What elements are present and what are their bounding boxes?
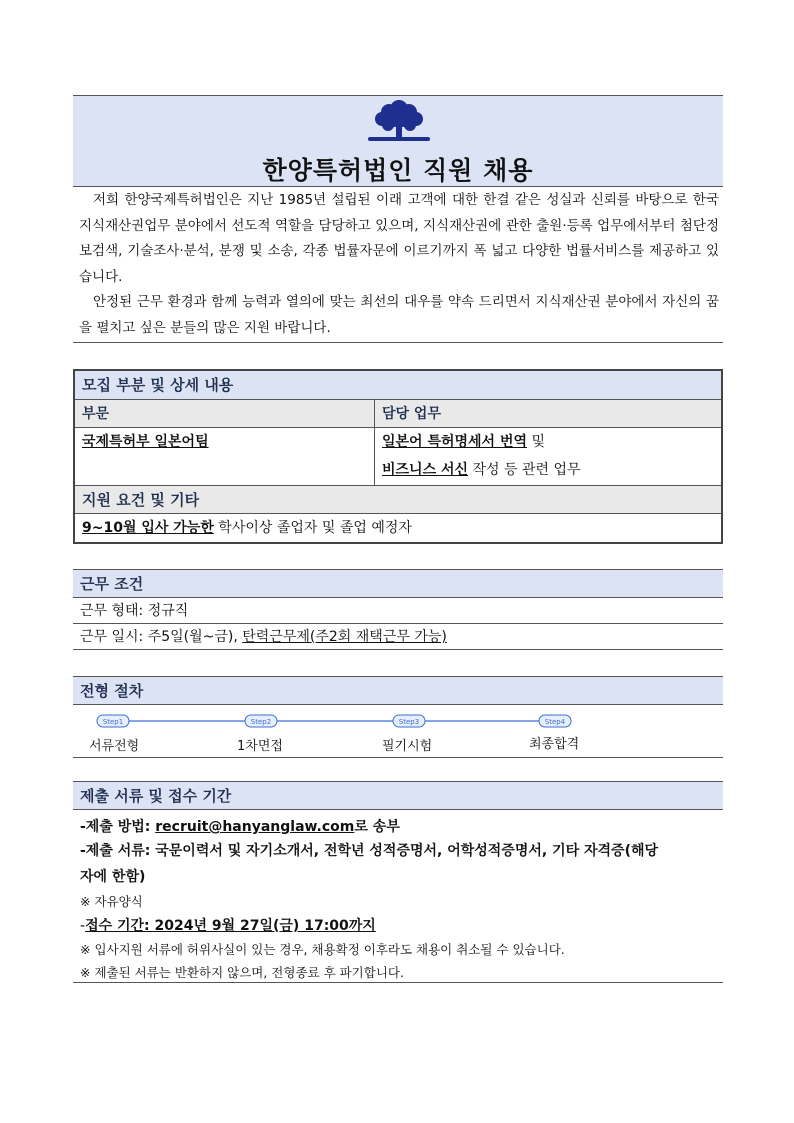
documents-line: -제출 서류: 국문이력서 및 자기소개서, 전학년 성적증명서, 어학성적증명서, 기타 자격증(해당 bbox=[80, 843, 659, 859]
free-form-note: ※ 자유양식 bbox=[80, 894, 143, 909]
page-header bbox=[73, 95, 723, 187]
requirements-title: 지원 요건 및 기타 bbox=[75, 486, 721, 514]
method-label: -제출 방법: bbox=[80, 819, 156, 835]
recruit-detail-row bbox=[75, 428, 721, 486]
duty-text-rest: 작성 등 관련 업무 bbox=[468, 462, 581, 478]
duty-translation: 일본어 특허명세서 번역 bbox=[382, 434, 527, 450]
recruit-table bbox=[73, 369, 723, 544]
intro-text bbox=[73, 188, 723, 343]
work-hours bbox=[73, 624, 723, 650]
svg-text:Step1: Step1 bbox=[102, 718, 124, 726]
flex-work-note: 탄력근무제(주2회 재택근무 가능) bbox=[242, 629, 447, 645]
tree-logo-icon bbox=[364, 99, 434, 145]
deadline: 접수 기간: 2024년 9월 27일(금) 17:00까지 bbox=[85, 918, 376, 934]
deadline-line bbox=[80, 915, 715, 935]
step2-label: 1차면접 bbox=[237, 739, 283, 754]
conditions-section bbox=[73, 569, 723, 650]
work-type: 근무 형태: 정규직 bbox=[73, 598, 723, 624]
process-section bbox=[73, 676, 723, 758]
submission-documents bbox=[80, 838, 715, 890]
col-dept-header: 부문 bbox=[75, 400, 375, 427]
documents-title: 제출 서류 및 접수 기간 bbox=[73, 782, 723, 810]
note-disposal: ※ 제출된 서류는 반환하지 않으며, 전형종료 후 파기합니다. bbox=[80, 965, 404, 980]
work-hours-prefix: 근무 일시: 주5일(월~금), bbox=[80, 629, 243, 645]
page-title: 한양특허법인 직원 채용 bbox=[262, 156, 534, 185]
step3-label: 필기시험 bbox=[382, 739, 433, 754]
step2-badge bbox=[245, 715, 277, 727]
svg-text:Step3: Step3 bbox=[398, 718, 420, 726]
col-duty-header: 담당 업무 bbox=[382, 406, 441, 422]
requirements-row bbox=[75, 514, 721, 542]
documents-line: 자에 한함) bbox=[80, 869, 146, 885]
email-link[interactable]: recruit@hanyanglaw.com bbox=[155, 819, 355, 835]
note-false-info: ※ 입사지원 서류에 허위사실이 있는 경우, 채용확정 이후라도 채용이 취소될 수 있습니다. bbox=[80, 942, 565, 957]
deadline-dash: - bbox=[80, 918, 86, 934]
step3-badge bbox=[393, 715, 425, 727]
requirements-highlight: 9~10월 입사 가능한 bbox=[82, 520, 214, 536]
recruit-section-title: 모집 부분 및 상세 내용 bbox=[75, 371, 721, 400]
intro-paragraph: 안정된 근무 환경과 함께 능력과 열의에 맞는 최선의 대우를 약속 드리면서 지식재산권 분야에서 자신의 꿈을 펼치고 싶은 분들의 많은 지원 바랍니다. bbox=[79, 294, 719, 336]
submission-method bbox=[80, 816, 715, 836]
dept-name: 국제특허부 일본어팀 bbox=[82, 434, 209, 450]
duty-text-rest: 및 bbox=[527, 434, 545, 450]
intro-paragraph: 저희 한양국제특허법인은 지난 1985년 설립된 이래 고객에 대한 한결 같은 성실과 신뢰를 바탕으로 한국 지식재산권업무 분야에서 선도적 역할을 담당하고 있으며, 지식재산권에 관한 출원·등록 업무에서부터 첨단정보검색, 기술조사·분석, 분쟁 및 소송, 각종 법률자문에 이르기까지 폭 넓고 다양한 법률서비스를 제공하고 있습니다. bbox=[79, 192, 719, 285]
svg-text:Step4: Step4 bbox=[544, 718, 566, 726]
requirements-rest: 학사이상 졸업자 및 졸업 예정자 bbox=[213, 520, 412, 536]
recruit-header-row bbox=[75, 400, 721, 428]
step4-label: 최종합격 bbox=[529, 737, 580, 752]
duty-letters: 비즈니스 서신 bbox=[382, 462, 469, 478]
process-title: 전형 절차 bbox=[73, 677, 723, 705]
step1-badge bbox=[97, 715, 129, 727]
documents-section bbox=[73, 781, 723, 983]
svg-text:Step2: Step2 bbox=[250, 718, 272, 726]
conditions-title: 근무 조건 bbox=[73, 570, 723, 598]
step4-badge bbox=[539, 715, 571, 727]
duty-text bbox=[375, 428, 721, 485]
step1-label: 서류전형 bbox=[89, 739, 140, 754]
method-rest: 로 송부 bbox=[354, 819, 400, 835]
